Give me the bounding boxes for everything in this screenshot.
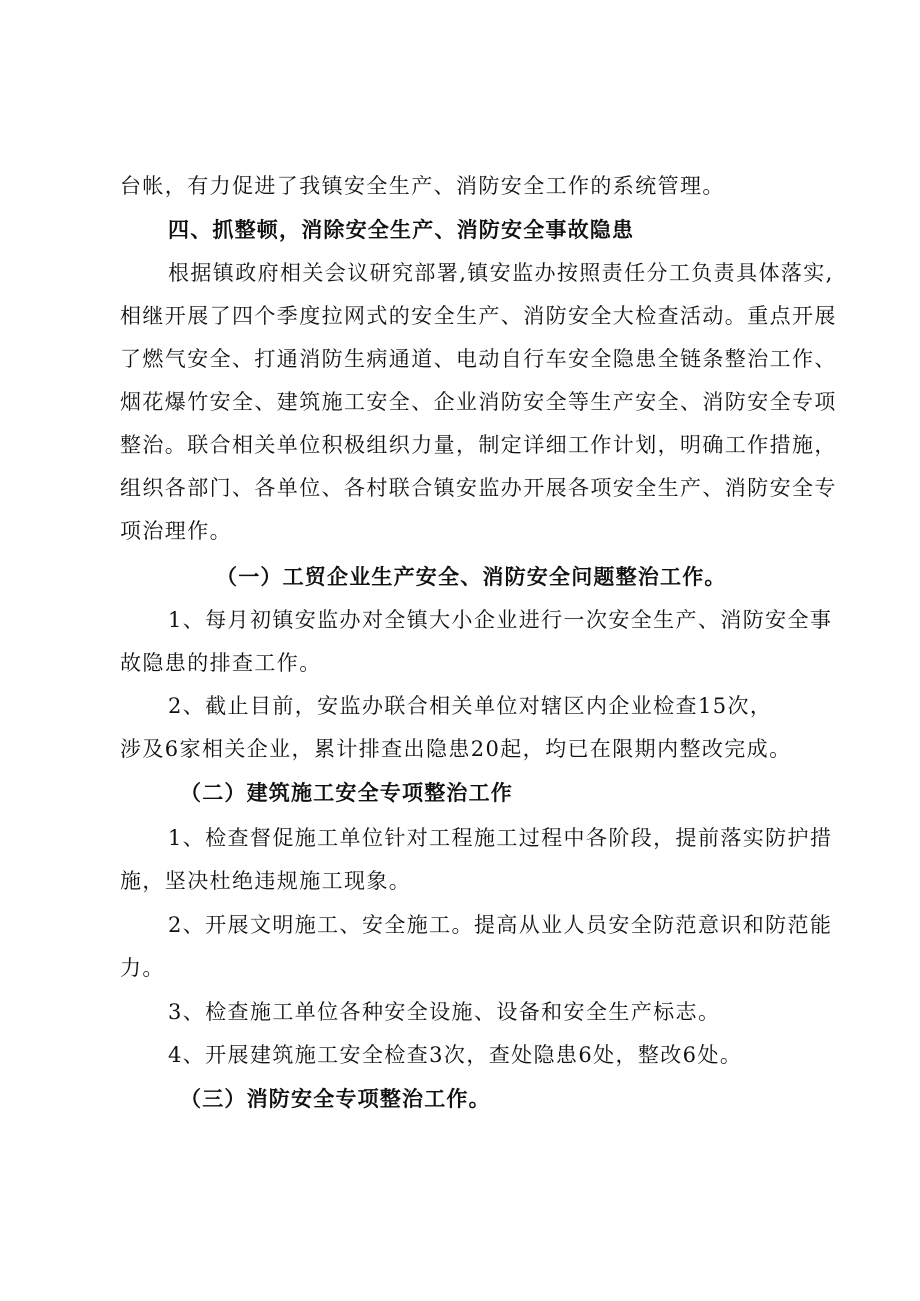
text-line: 4、开展建筑施工安全检查3次，查处隐患6处，整改6处。: [168, 1043, 743, 1067]
text-line: 根据镇政府相关会议研究部署,镇安监办按照责任分工负责具体落实,: [168, 261, 834, 285]
text-line: 台帐，有力促进了我镇安全生产、消防安全工作的系统管理。: [120, 174, 725, 198]
subsection-heading: （三）消防安全专项整治工作。: [180, 1087, 491, 1111]
text-line: 故隐患的排查工作。: [120, 651, 322, 675]
subsection-heading: （一）工贸企业生产安全、消防安全问题整治工作。: [216, 565, 727, 589]
section-heading: 四、抓整顿，消除安全生产、消防安全事故隐患: [168, 218, 635, 242]
text-line: 3、检查施工单位各种安全设施、设备和安全生产标志。: [168, 1000, 721, 1024]
text-line: 施，坚决杜绝违规施工现象。: [120, 869, 412, 893]
text-line: 组织各部门、各单位、各村联合镇安监办开展各项安全生产、消防安全专: [120, 476, 837, 500]
text-line: 了燃气安全、打通消防生病通道、电动自行车安全隐患全链条整治工作、: [120, 347, 837, 371]
text-line: 1、检查督促施工单位针对工程施工过程中各阶段，提前落实防护措: [168, 826, 833, 850]
text-line: 整治。联合相关单位积极组织力量，制定详细工作计划，明确工作措施，: [120, 433, 837, 457]
text-line: 项治理作。: [120, 519, 232, 543]
text-line: 1、每月初镇安监办对全镇大小企业进行一次安全生产、消防安全事: [168, 608, 833, 632]
subsection-heading: （二）建筑施工安全专项整治工作: [180, 781, 513, 805]
text-line: 烟花爆竹安全、建筑施工安全、企业消防安全等生产安全、消防安全专项: [120, 390, 837, 414]
text-line: 力。: [120, 956, 165, 980]
text-line: 2、开展文明施工、安全施工。提高从业人员安全防范意识和防范能: [168, 913, 833, 937]
text-line: 相继开展了四个季度拉网式的安全生产、消防安全大检查活动。重点开展: [120, 304, 837, 328]
text-line: 涉及6家相关企业，累计排查出隐患20起，均已在限期内整改完成。: [120, 737, 792, 761]
text-line: 2、截止目前，安监办联合相关单位对辖区内企业检查15次，: [168, 694, 773, 718]
